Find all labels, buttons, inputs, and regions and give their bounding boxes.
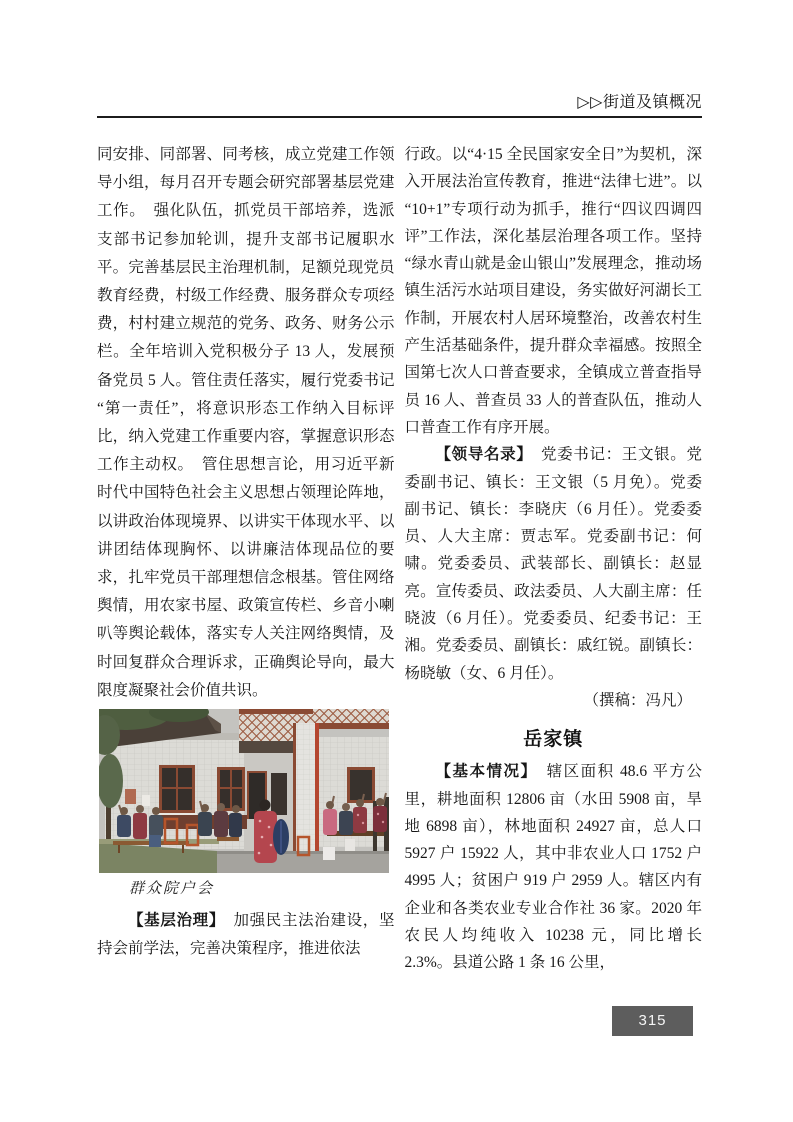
entry-tag-leader-roster: 【领导名录】 (435, 446, 533, 464)
right-paragraph-leaders (405, 441, 703, 687)
photo-courtyard-meeting-figure (97, 709, 395, 899)
photo-caption: 群众院户会 (129, 881, 215, 898)
entry-text-basic-facts: 辖区面积 48.6 平方公里，耕地面积 12806 亩（水田 5908 亩，旱地 6898 亩），林地面积 24927 亩，总人口 5927 户 15922 人，其中非农业人口 1752 户 4995 人；贫困户 919 户 2959 人。辖区内有企业和各类农业专业合作社 36 家。2020 年农民人均纯收入 10238 元，同比增长 2.3%。县道公路 1 条 16 公里， (404, 763, 702, 972)
running-header-title: ▷▷街道及镇概况 (577, 94, 702, 111)
entry-tag-grassroots-governance: 【基层治理】 (128, 912, 226, 930)
entry-text-leader-roster: 党委书记：王文银。党委副书记、镇长：王文银（5 月免）。党委副书记、镇长：李晓庆（6 月任）。党委委员、人大主席：贾志军。党委副书记：何啸。党委委员、武装部长、副镇长：赵显亮。宣传委员、政法委员、人大副主席：任晓波（6 月任）。党委委员、纪委书记：王湘。党委委员、副镇长：戚红锐。副镇长：杨晓敏（女、6 月任）。 (404, 446, 702, 682)
right-paragraph-rule-of-law: 行政。以“4·15 全民国家安全日”为契机，深入开展法治宣传教育，推进“法律七进”。以“10+1”专项行动为抓手，推行“四议四调四评”工作法，深化基层治理各项工作。坚持“绿水青山就是金山银山”发展理念，推动场镇生活污水站项目建设，务实做好河湖长工作制，开展农村人居环境整治，改善农村生产生活基础条件，提升群众幸福感。按照全国第七次人口普查要求，全镇成立普查指导员 16 人、普查员 33 人的普查队伍，推动人口普查工作有序开展。 (404, 146, 702, 436)
header-rule (97, 116, 702, 118)
left-paragraph-party-building: 同安排、同部署、同考核，成立党建工作领导小组，每月召开专题会研究部署基层党建工作。 强化队伍，抓党员干部培养，选派支部书记参加轮训，提升支部书记履职水平。完善基层民主治理机制，足额兑现党员教育经费，村级工作经费、服务群众专项经费，村村建立规范的党务、政务、财务公示栏。全年培训入党积极分子 13 人，发展预备党员 5 人。管住责任落实，履行党委书记“第一责任”，将意识形态工作纳入目标评比，纳入党建工作重要内容，掌握意识形态工作主动权。 管住思想言论，用习近平新时代中国特色社会主义思想占领理论阵地，以讲政治体现境界、以讲实干体现水平、以讲团结体现胸怀、以讲廉洁体现品位的要求，扎牢党员干部理想信念根基。管住网络舆情，用农家书屋、政策宣传栏、乡音小喇叭等舆论载体，落实专人关注网络舆情，及时回复群众合理诉求，正确舆论导向，最大限度凝聚社会价值共识。 (97, 146, 395, 699)
photo-courtyard-meeting (99, 709, 389, 873)
entry-tag-basic-facts: 【基本情况】 (435, 763, 538, 781)
right-paragraph-basic-facts (405, 758, 703, 976)
right-column (405, 141, 703, 977)
byline-author: （撰稿：冯凡） (583, 691, 692, 709)
section-title-yuejia-town: 岳家镇 (523, 729, 584, 751)
left-paragraph-grassroots-governance (97, 907, 395, 963)
entry-text-grassroots-governance: 加强民主法治建设，坚持会前学法，完善决策程序，推进依法 (97, 912, 395, 958)
page-body (97, 141, 702, 977)
left-column (97, 141, 395, 963)
page-number-badge: 315 (612, 1006, 693, 1036)
